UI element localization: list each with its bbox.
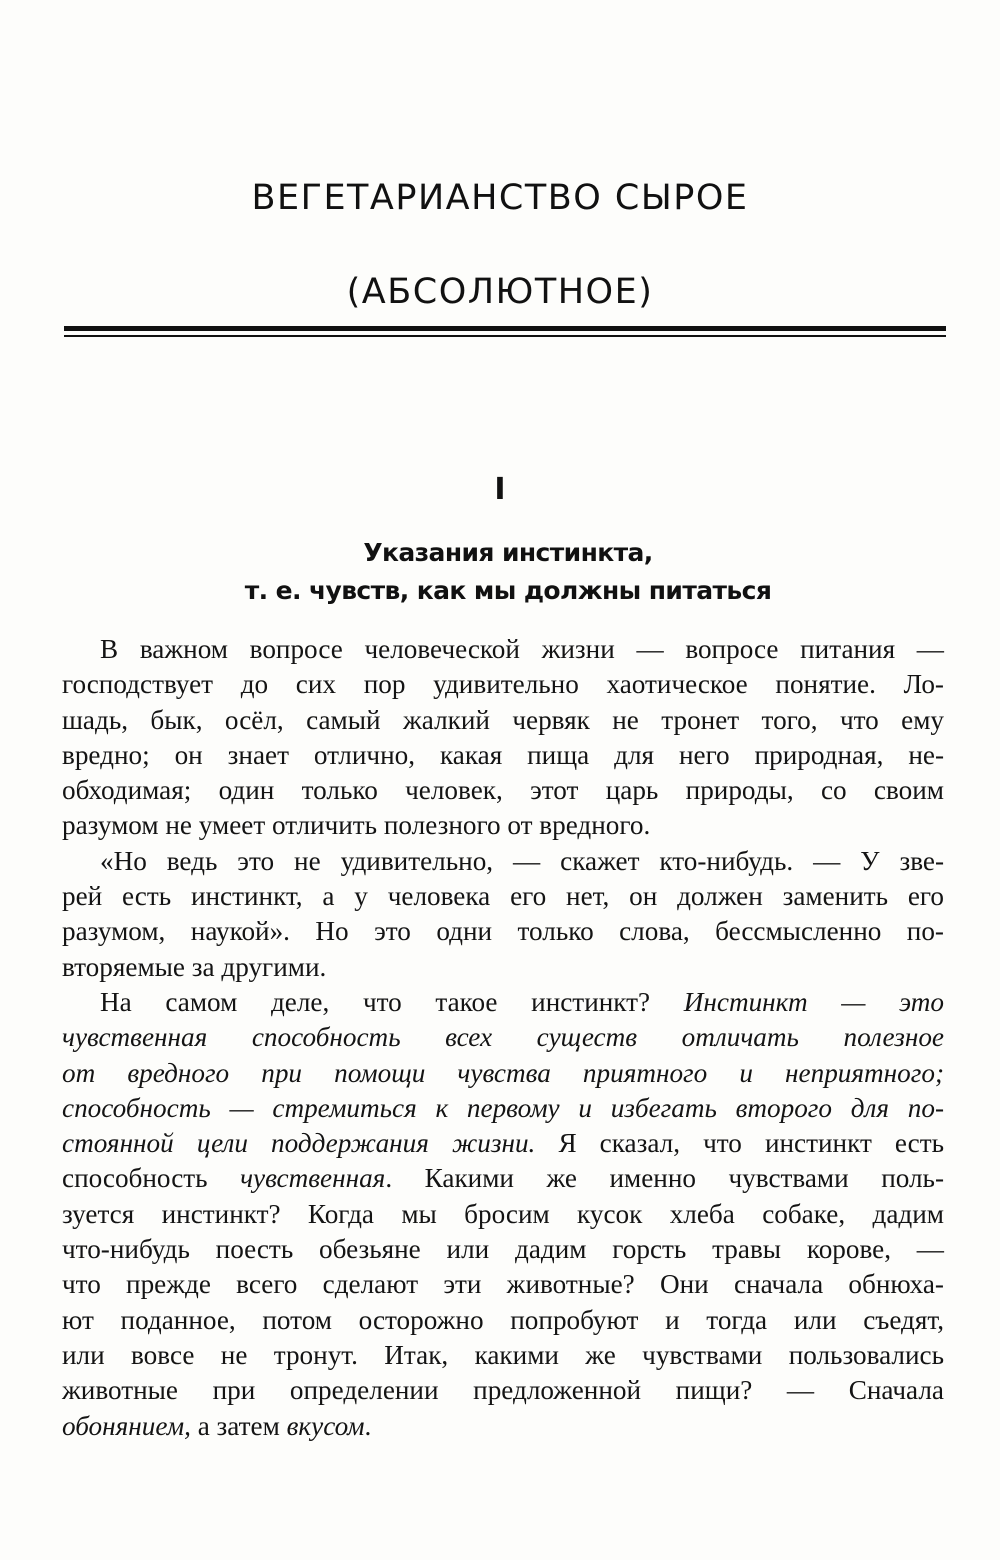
text-run: В важном вопросе человеческой жизни — вопросе питания — xyxy=(100,634,944,664)
text-line xyxy=(62,632,944,667)
text-line xyxy=(62,1409,944,1444)
text-run: разумом, наукой». Но это одни только слова, бессмысленно по- xyxy=(62,916,944,947)
text-line xyxy=(62,1056,944,1091)
text-run: а затем xyxy=(190,1410,287,1441)
text-line xyxy=(62,950,944,985)
text-line xyxy=(62,879,944,914)
double-rule-thick xyxy=(64,326,946,331)
text-line xyxy=(62,844,944,879)
text-run: господствует до сих пор удивительно хаотическое понятие. Ло- xyxy=(62,669,944,700)
text-line xyxy=(62,1126,944,1161)
chapter-title-line-1: ВЕГЕТАРИАНСТВО СЫРОЕ xyxy=(251,178,749,218)
text-line xyxy=(62,773,944,808)
text-run: вредно; он знает отлично, какая пища для него природная, не- xyxy=(62,739,944,770)
section-number: I xyxy=(494,472,506,507)
text-run: «Но ведь это не удивительно, — скажет кто-нибудь. — У зве- xyxy=(100,845,944,876)
italic-run: Инстинкт — это xyxy=(683,986,944,1017)
text-run: . xyxy=(364,1410,372,1441)
text-run: зуется инстинкт? Когда мы бросим кусок хлеба собаке, дадим xyxy=(62,1198,944,1229)
body-text xyxy=(62,632,944,1444)
italic-run: чувственная способность всех существ отличать полезное xyxy=(62,1022,944,1053)
text-run: животные при определении предложенной пищи? — Сначала xyxy=(62,1375,944,1406)
text-line xyxy=(62,1091,944,1126)
text-line xyxy=(62,1338,944,1373)
text-run: вторяемые за другими. xyxy=(62,951,327,982)
text-run: шадь, бык, осёл, самый жалкий червяк не тронет того, что ему xyxy=(62,704,944,735)
italic-run: способность — стремиться к первому и избегать второго для по- xyxy=(62,1092,944,1123)
text-line xyxy=(62,1373,944,1408)
italic-run: от вредного при помощи чувства приятного и неприятного; xyxy=(62,1057,944,1088)
text-line xyxy=(62,1303,944,1338)
text-line xyxy=(62,1232,944,1267)
italic-run: стоянной цели поддержания жизни. xyxy=(62,1128,536,1159)
text-run: рей есть инстинкт, а у человека его нет, он должен заменить его xyxy=(62,881,944,912)
chapter-title-line-2: (АБСОЛЮТНОЕ) xyxy=(346,272,654,312)
text-line xyxy=(62,667,944,702)
text-run: На самом деле, что такое инстинкт? xyxy=(100,986,684,1017)
text-line xyxy=(62,1161,944,1196)
text-run: способность xyxy=(62,1163,241,1194)
text-line xyxy=(62,1197,944,1232)
section-heading-line-1: Указания инстинкта, xyxy=(363,538,653,567)
text-run: что прежде всего сделают эти животные? Они сначала обнюха- xyxy=(62,1269,944,1300)
text-line xyxy=(62,914,944,949)
text-line xyxy=(62,808,944,843)
text-run: разумом не умеет отличить полезного от вредного. xyxy=(62,810,651,841)
text-run: Я сказал, что инстинкт есть xyxy=(535,1128,944,1159)
text-line xyxy=(62,1267,944,1302)
text-run: ют поданное, потом осторожно попробуют и тогда или съедят, xyxy=(62,1304,944,1335)
section-heading-line-2: т. е. чувств, как мы должны питаться xyxy=(244,576,772,605)
text-line xyxy=(62,985,944,1020)
double-rule-thin xyxy=(64,335,946,337)
text-line xyxy=(62,738,944,773)
italic-run: обонянием, xyxy=(62,1410,191,1441)
italic-run: чувственная xyxy=(240,1163,386,1194)
italic-run: вкусом xyxy=(286,1410,365,1441)
text-line xyxy=(62,703,944,738)
text-run: . Какими же именно чувствами поль- xyxy=(385,1163,944,1194)
text-line xyxy=(62,1020,944,1055)
text-run: обходимая; один только человек, этот царь природы, со своим xyxy=(62,775,944,806)
text-run: что-нибудь поесть обезьяне или дадим горсть травы корове, — xyxy=(62,1234,944,1265)
text-run: или вовсе не тронут. Итак, какими же чувствами пользовались xyxy=(62,1339,944,1370)
